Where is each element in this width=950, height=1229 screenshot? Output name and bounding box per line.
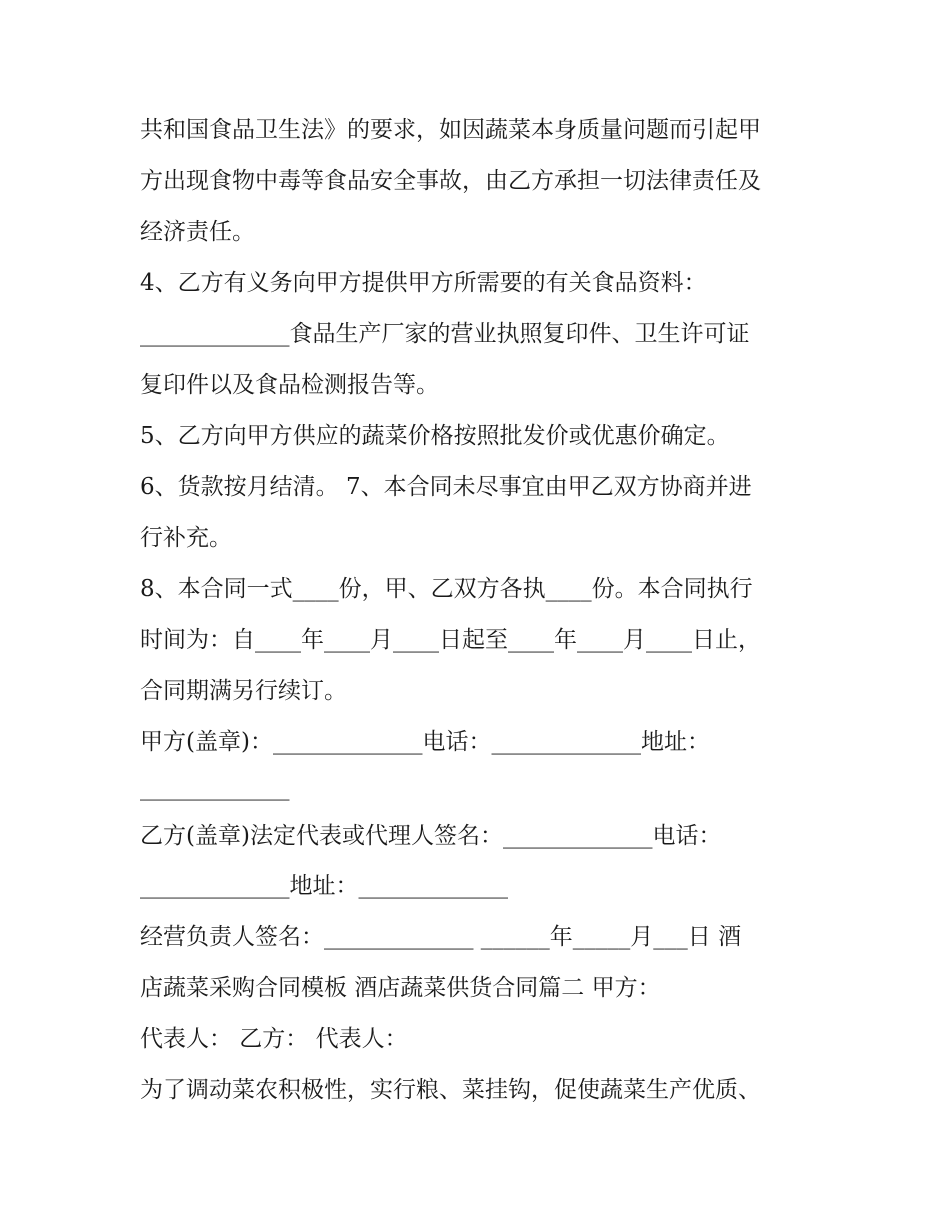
text-line: 8、本合同一式____份，甲、乙双方各执____份。本合同执行 bbox=[140, 576, 753, 602]
text-line: 甲方(盖章)：_____________电话：_____________地址： bbox=[140, 729, 710, 755]
text-line: 为了调动菜农积极性，实行粮、菜挂钩，促使蔬菜生产优质、 bbox=[140, 1077, 761, 1103]
text-line: 6、货款按月结清。 7、本合同未尽事宜由甲乙双方协商并进 bbox=[140, 474, 752, 500]
text-line: 5、乙方向甲方供应的蔬菜价格按照批发价或优惠价确定。 bbox=[140, 423, 730, 449]
text-line: 复印件以及食品检测报告等。 bbox=[140, 372, 439, 398]
text-line: 经济责任。 bbox=[140, 219, 255, 245]
text-line: 代表人： 乙方： 代表人： bbox=[140, 1026, 408, 1052]
text-line: 店蔬菜采购合同模板 酒店蔬菜供货合同篇二 甲方： bbox=[140, 975, 661, 1001]
text-line: _____________地址：_____________ bbox=[140, 873, 508, 899]
text-line: 共和国食品卫生法》的要求，如因蔬菜本身质量问题而引起甲 bbox=[140, 117, 761, 143]
text-line: 经营负责人签名：_____________ ______年_____月___日 酒 bbox=[140, 924, 742, 950]
text-line: 行补充。 bbox=[140, 525, 232, 551]
text-line: 4、乙方有义务向甲方提供甲方所需要的有关食品资料： bbox=[140, 270, 707, 296]
text-line: 方出现食物中毒等食品安全事故，由乙方承担一切法律责任及 bbox=[140, 168, 761, 194]
text-line: 时间为：自____年____月____日起至____年____月____日止， bbox=[140, 627, 761, 653]
text-line: _____________食品生产厂家的营业执照复印件、卫生许可证 bbox=[140, 321, 750, 347]
text-line: _____________ bbox=[140, 775, 290, 801]
text-line: 乙方(盖章)法定代表或代理人签名：_____________电话： bbox=[140, 823, 722, 849]
text-line: 合同期满另行续订。 bbox=[140, 678, 347, 704]
